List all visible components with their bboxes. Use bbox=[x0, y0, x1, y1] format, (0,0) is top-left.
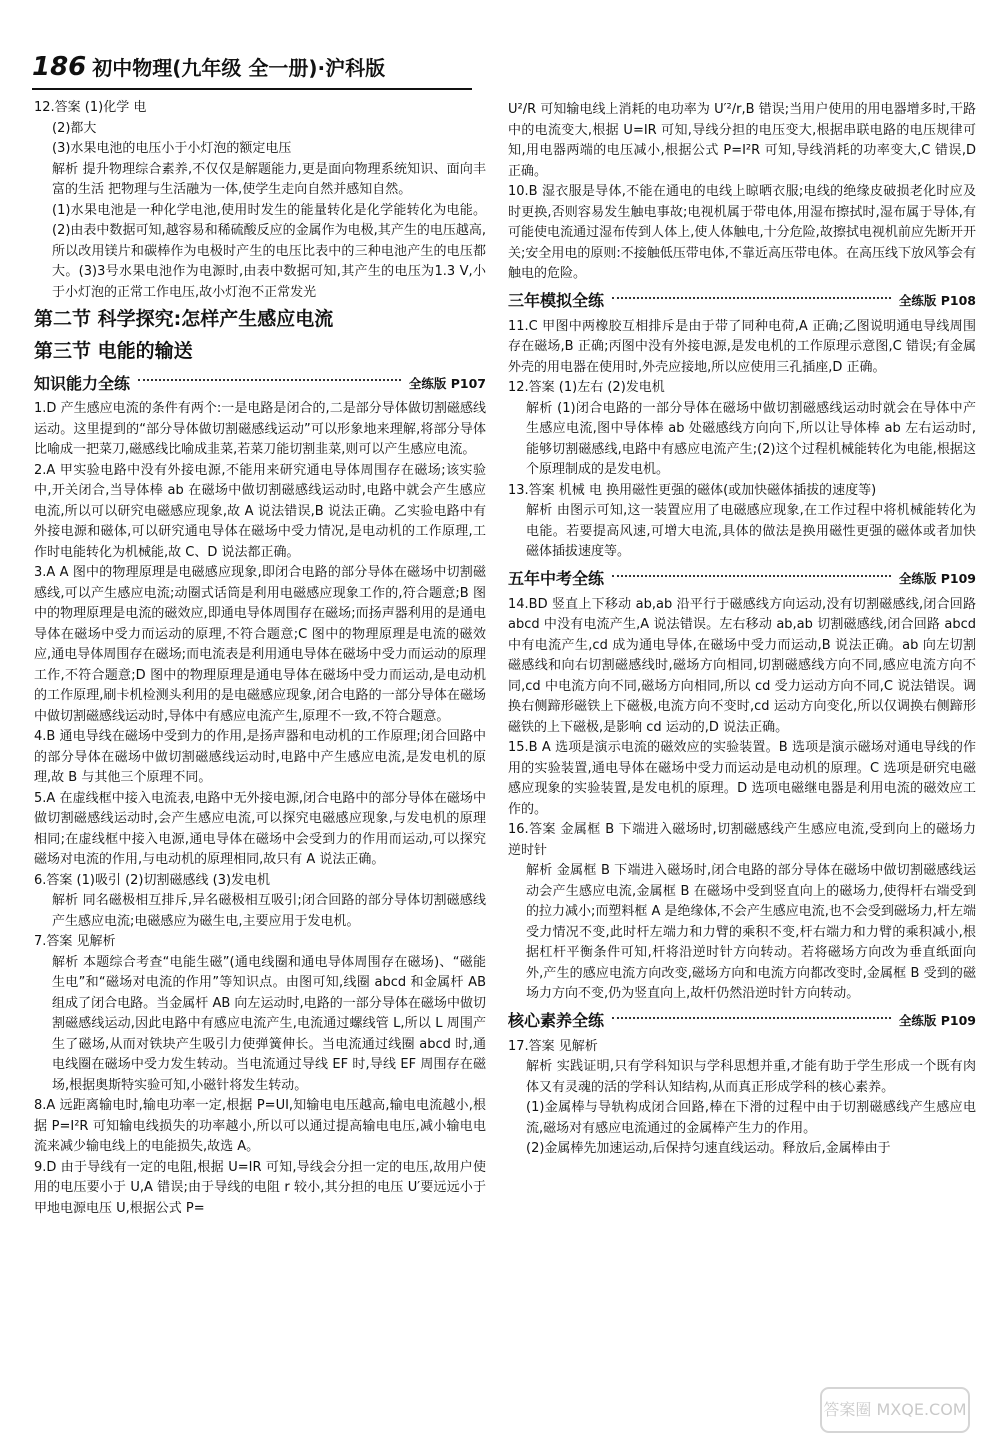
answer-16: 16.答案 金属框 B 下端进入磁场时,切割磁感线产生感应电流,受到向上的磁场力 逆时针 bbox=[508, 822, 976, 858]
answer-2: 2.A 甲实验电路中没有外接电源,不能用来研究通电导体周围存在磁场;该实验中,开关闭合,当导体棒 ab 在磁场中做切割磁感线运动时,电路中就会产生感应电流,所以可以研究电磁感应现象,故 A 说法错误,B 说法正确。乙实验电路中有外接电源和磁体,可以研究通电导体在磁场中受力情况,是电动机的工作原理,工作时电能转化为机械能,故 C、D 说法都正确。 bbox=[34, 462, 486, 560]
bar-title: 三年模拟全练 bbox=[508, 291, 605, 311]
answer-11: 11.C 甲图中两橡胶互相排斥是由于带了同种电荷,A 正确;乙图说明通电导线周围存在磁场,B 正确;丙图中没有外接电源,是发电机的工作原理示意图,C 错误;有金属外壳的用电器在使用时,外壳应接地,所以应使用三孔插座,D 正确。 bbox=[508, 318, 976, 375]
watermark-text: 答案圈 MXQE.COM bbox=[823, 1400, 967, 1419]
q12-analysis: 解析 提升物理综合素养,不仅仅是解题能力,更是面向物理系统知识、面向丰富的生活 把物理与生活融为一体,使学生走向自然并感知自然。 bbox=[52, 161, 486, 197]
page-header bbox=[32, 52, 385, 86]
answer-6-analysis: 解析 同名磁极相互排斥,异名磁极相互吸引;闭合回路的部分导体切割磁感线产生感应电流;电磁感应为磁生电,主要应用于发电机。 bbox=[52, 893, 486, 929]
answer-5: 5.A 在虚线框中接入电流表,电路中无外接电源,闭合电路中的部分导体在磁场中做切割磁感线运动时,会产生感应电流,可以探究电磁感应现象,与发电机的原理相同;在虚线框中接入电源,通电导体在磁场中会受到力的作用而运动,可以探究磁场对电流的作用,与电动机的原理相同,故只有 A 说法正确。 bbox=[34, 790, 486, 867]
answer-7-analysis: 解析 本题综合考查“电能生磁”(通电线圈和通电导体周围存在磁场)、“磁能生电”和“磁场对电流的作用”等知识点。由图可知,线圈 abcd 和金属杆 AB 组成了闭合电路。当金属杆 AB 向左运动时,电路的一部分导体在磁场中做切割磁感线运动,因此电路中有感应电流产生,电流通过螺线管 L,所以 L 周围产生了磁场,从而对铁块产生吸引力使弹簧伸长。当电流通过线圈 abcd 时,通电线圈在磁场中受力发生转动。当电流通过导线 EF 时,导线 EF 周围存在磁场,根据奥斯特实验可知,小磁针将发生转动。 bbox=[52, 954, 486, 1093]
answer-6: 6.答案 (1)吸引 (2)切割磁感线 (3)发电机 bbox=[34, 872, 271, 888]
answer-10: 10.B 湿衣服是导体,不能在通电的电线上晾晒衣服;电线的绝缘皮破损老化时应及时更换,否则容易发生触电事故;电视机属于带电体,用湿布擦拭时,湿布属于导体,有可能使电流通过湿布传到人体上,使人体触电,十分危险,故擦拭电视机前应先断开开关;安全用电的原则:不接触低压带电体,不靠近高压带电体。在高压线下放风筝会有触电的危险。 bbox=[508, 184, 976, 281]
answer-9-continued: U²/R 可知输电线上消耗的电功率为 U′²/r,B 错误;当用户使用的用电器增多时,干路中的电流变大,根据 U=IR 可知,导线分担的电压变大,根据串联电路的电压规律可知,用电器两端的电压减小,根据公式 P=I²R 可知,导线消耗的功率变大,C 错误,D 正确。 bbox=[508, 102, 976, 179]
answer-9: 9.D 由于导线有一定的电阻,根据 U=IR 可知,导线会分担一定的电压,故用户使用的电压要小于 U,A 错误;由于导线的电阻 r 较小,其分担的电压 U′要远远小于甲地电源电压 U,根据公式 P= bbox=[34, 1159, 486, 1216]
answer-3: 3.A A 图中的物理原理是电磁感应现象,即闭合电路的部分导体在磁场中切割磁感线,可以产生感应电流;动圈式话筒是利用电磁感应现象工作的,符合题意;B 图中的物理原理是电流的磁效应,即通电导体周围存在磁场;而扬声器利用的是通电导体在磁场中受力而运动的原理,不符合题意;C 图中的物理原理是电流的磁效应,通电导体周围存在磁场;而电流表是利用通电导体在磁场中受力而运动的原理工作,不符合题意;D 图中的物理原理是通电导体在磁场中受力而运动,是电动机的工作原理,刷卡机检测头利用的是电磁感应现象,闭合电路的一部分导体在磁场中做切割磁感线运动时,导体中有感应电流产生,原理不一致,不符合题意。 bbox=[34, 565, 486, 724]
answer-13-analysis: 解析 由图示可知,这一装置应用了电磁感应现象,在工作过程中将机械能转化为电能。若要提高风速,可增大电流,具体的做法是换用磁性更强的磁体或者加快磁体插拔速度等。 bbox=[526, 503, 976, 559]
section-bar-five-year bbox=[508, 567, 976, 593]
dotted-leader bbox=[138, 379, 401, 381]
left-column bbox=[34, 98, 486, 1219]
answer-1: 1.D 产生感应电流的条件有两个:一是电路是闭合的,二是部分导体做切割磁感线运动。这里提到的“部分导体做切割磁感线运动”可以形象地来理解,将部分导体比喻成一把菜刀,磁感线比喻成韭菜,若菜刀能切割韭菜,则可以产生感应电流。 bbox=[34, 401, 486, 457]
q12-answer-2: (2)都大 bbox=[52, 120, 97, 136]
q12-analysis-detail: (1)水果电池是一种化学电池,使用时发生的能量转化是化学能转化为电能。(2)由表中数据可知,越容易和稀硫酸反应的金属作为电极,其产生的电压越高,所以改用镁片和碳棒作为电极时产生的电压比表中的三种电池产生的电压都大。(3)3号水果电池作为电源时,由表中数据可知,其产生的电压为1.3 V,小于小灯泡的正常工作电压,故小灯泡不正常发光 bbox=[52, 202, 486, 300]
bar-page-ref: 全练版 P107 bbox=[408, 375, 486, 391]
bar-title: 五年中考全练 bbox=[508, 569, 605, 589]
header-rule bbox=[32, 88, 472, 90]
book-title: 初中物理(九年级 全一册)·沪科版 bbox=[92, 56, 386, 80]
dotted-leader bbox=[612, 575, 891, 577]
bar-page-ref: 全练版 P109 bbox=[898, 571, 976, 587]
answer-12-analysis: 解析 (1)闭合电路的一部分导体在磁场中做切割磁感线运动时就会在导体中产生感应电流,图中导体棒 ab 处磁感线方向向下,所以让导体棒 ab 左右运动时,能够切割磁感线,电路中有感应电流产生;(2)这个过程机械能转化为电能,根据这个原理制成的是发电机。 bbox=[526, 400, 976, 477]
answer-4: 4.B 通电导线在磁场中受到力的作用,是扬声器和电动机的工作原理;闭合回路中的部分导体在磁场中做切割磁感线运动时,电路中产生感应电流,是发电机的原理,故 B 与其他三个原理不同。 bbox=[34, 729, 486, 785]
answer-15: 15.B A 选项是演示电流的磁效应的实验装置。B 选项是演示磁场对通电导线的作用的实验装置,通电导体在磁场中受力而运动是电动机的原理。C 选项是研究电磁感应现象的实验装置,是发电机的原理。D 选项电磁继电器是利用电流的磁效应工作的。 bbox=[508, 740, 976, 817]
section-title-2: 第二节 科学探究:怎样产生感应电流 bbox=[34, 308, 334, 330]
q12-answer: 12.答案 (1)化学 电 bbox=[34, 100, 147, 115]
bar-title: 知识能力全练 bbox=[34, 373, 131, 393]
bar-title: 核心素养全练 bbox=[508, 1011, 605, 1031]
dotted-leader bbox=[612, 1017, 891, 1019]
answer-12: 12.答案 (1)左右 (2)发电机 bbox=[508, 380, 665, 395]
watermark-logo bbox=[820, 1387, 970, 1433]
right-column bbox=[508, 100, 976, 1160]
section-bar-knowledge bbox=[34, 371, 486, 397]
answer-17-part-1: (1)金属棒与导轨构成闭合回路,棒在下滑的过程中由于切割磁感线产生感应电流,磁场对有感应电流通过的金属棒产生力的作用。 bbox=[526, 1100, 976, 1136]
answer-13: 13.答案 机械 电 换用磁性更强的磁体(或加快磁体插拔的速度等) bbox=[508, 482, 877, 498]
page-number: 186 bbox=[32, 52, 87, 82]
answer-8: 8.A 远距离输电时,输电功率一定,根据 P=UI,知输电电压越高,输电电流越小,根据 P=I²R 可知输电线损失的功率越小,所以可以通过提高输电电压,减小输电电流来减少输电线上的电能损失,故选 A。 bbox=[34, 1098, 486, 1154]
bar-page-ref: 全练版 P108 bbox=[898, 293, 976, 309]
answer-16-analysis: 解析 金属框 B 下端进入磁场时,闭合电路的部分导体在磁场中做切割磁感线运动会产生感应电流,金属框 B 在磁场中受到竖直向上的磁场力,使得杆右端受到的拉力减小;而塑料框 A 是绝缘体,不会产生感应电流,也不会受到磁场力,杆左端受力情况不变,此时杆左端力和力臂的乘积不变,杆右端力和力臂的乘积减小,根据杠杆平衡条件可知,杆将沿逆时针方向转动。若将磁场方向改为垂直纸面向外,产生的感应电流方向改变,磁场方向和电流方向都改变时,金属框 B 受到的磁场力方向不变,仍为竖直向上,故杆仍然沿逆时针方向转动。 bbox=[526, 863, 976, 1001]
section-bar-three-year bbox=[508, 289, 976, 315]
section-title-3: 第三节 电能的输送 bbox=[34, 340, 193, 362]
answer-17-part-2: (2)金属棒先加速运动,后保持匀速直线运动。释放后,金属棒由于 bbox=[526, 1141, 891, 1156]
dotted-leader bbox=[612, 297, 891, 299]
answer-14: 14.BD 竖直上下移动 ab,ab 沿平行于磁感线方向运动,没有切割磁感线,闭合回路 abcd 中没有电流产生,A 说法错误。左右移动 ab,ab 切割磁感线,闭合回路 abcd 中有电流产生,cd 成为通电导体,在磁场中受力而运动,B 说法正确。ab 向左切割磁感线和向右切割磁感线时,磁场方向相同,切割磁感线方向不同,感应电流方向不同,cd 中电流方向不同,磁场方向相同,所以 cd 受力运动方向不同,C 说法错误。调换右侧蹄形磁铁上下磁极,电流方向不变时,cd 运动方向变化,所以仅调换右侧蹄形磁铁的上下磁极,是影响 cd 运动的,D 说法正确。 bbox=[508, 596, 976, 735]
q12-answer-3: (3)水果电池的电压小于小灯泡的额定电压 bbox=[52, 141, 292, 156]
answer-17: 17.答案 见解析 bbox=[508, 1038, 598, 1054]
answer-7: 7.答案 见解析 bbox=[34, 934, 116, 949]
section-bar-core bbox=[508, 1009, 976, 1035]
bar-page-ref: 全练版 P109 bbox=[898, 1013, 976, 1029]
answer-17-analysis: 解析 实践证明,只有学科知识与学科思想并重,才能有助于学生形成一个既有肉体又有灵魂的活的学科认知结构,从而真正形成学科的核心素养。 bbox=[526, 1059, 976, 1095]
